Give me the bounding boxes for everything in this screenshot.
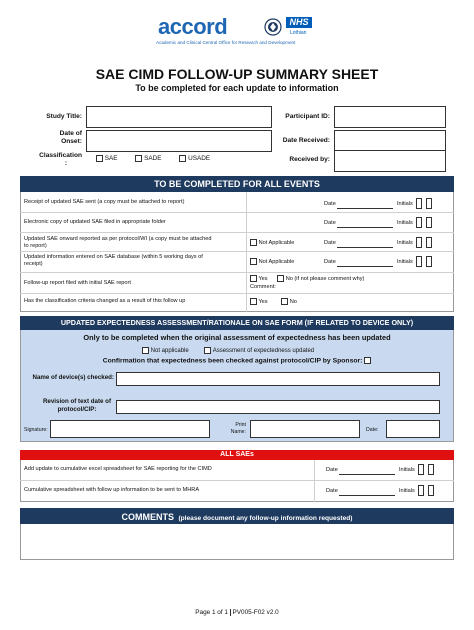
- event-row-4-checkbox-1[interactable]: [416, 256, 422, 267]
- expectedness-confirmation-checkbox[interactable]: [364, 357, 371, 364]
- footer-separator: [230, 609, 231, 616]
- event-row-2-checkbox-1[interactable]: [416, 217, 422, 228]
- event-row-divider-1: [20, 212, 454, 213]
- event-row-4-text: [24, 254, 203, 268]
- event-row-6-yes-label: Yes: [258, 298, 268, 305]
- event-row-6-no-label: No: [289, 298, 297, 305]
- event-row-3-date-label: Date: [324, 239, 336, 246]
- event-row-4-initials-label: Initials: [396, 258, 413, 265]
- event-row-6-yes-checkbox[interactable]: [250, 298, 257, 305]
- event-row-1-date-line[interactable]: [337, 208, 393, 209]
- signature-label: Signature:: [24, 427, 48, 433]
- usade-option-label: USADE: [188, 155, 211, 163]
- event-row-3-date-line[interactable]: [337, 247, 393, 248]
- sade-option-label: SADE: [144, 155, 162, 163]
- footer-code: PV005-F02 v2.0: [232, 609, 279, 617]
- device-names-label: Name of device(s) checked:: [32, 374, 114, 381]
- usade-checkbox[interactable]: [179, 155, 186, 162]
- event-row-4-date: [324, 256, 432, 267]
- participant-id-label: Participant ID:: [285, 113, 330, 120]
- event-row-5-text: Follow-up report filed with initial SAE report: [24, 280, 131, 286]
- event-row-6-text: Has the classification criteria changed as a result of this follow up: [24, 298, 186, 304]
- event-row-1-text: Receipt of updated SAE sent (a copy must be attached to report): [24, 199, 185, 205]
- revision-date-field[interactable]: [116, 400, 440, 414]
- event-row-4-checkbox-2[interactable]: [426, 256, 432, 267]
- sae-checkbox[interactable]: [96, 155, 103, 162]
- all-saes-column-divider: [314, 460, 315, 502]
- sade-checkbox[interactable]: [135, 155, 142, 162]
- print-name-label: [214, 422, 246, 436]
- accord-logo: [158, 16, 258, 38]
- comments-field[interactable]: [21, 524, 453, 559]
- all-saes-row-1-date-label: Date: [326, 466, 338, 473]
- all-saes-row-2-date: [326, 485, 434, 496]
- event-row-4-date-line[interactable]: [337, 266, 393, 267]
- print-name-label-1: Print: [235, 422, 246, 428]
- page-subtitle: To be completed for each update to information: [135, 83, 339, 93]
- event-row-3-initials-label: Initials: [396, 239, 413, 246]
- events-section-header: TO BE COMPLETED FOR ALL EVENTS: [20, 176, 454, 192]
- event-row-1-date: [324, 198, 432, 209]
- comments-header: [20, 508, 454, 524]
- event-row-6-options: [250, 298, 297, 305]
- expectedness-na-label: Not applicable: [150, 348, 189, 355]
- device-names-field[interactable]: [116, 372, 440, 386]
- event-row-1-date-label: Date: [324, 200, 336, 207]
- expectedness-intro: Only to be completed when the original assessment of expectedness has been updated: [83, 333, 391, 342]
- participant-id-field[interactable]: [334, 106, 446, 128]
- all-saes-row-divider: [20, 480, 454, 481]
- all-saes-row-1-date-line[interactable]: [339, 474, 395, 475]
- event-row-4-date-label: Date: [324, 258, 336, 265]
- event-row-2-checkbox-2[interactable]: [426, 217, 432, 228]
- event-row-5-options: [250, 275, 364, 291]
- all-saes-row-2-checkbox-1[interactable]: [418, 485, 424, 496]
- event-row-divider-5: [20, 293, 454, 294]
- event-row-3-na-label: Not Applicable: [258, 239, 295, 246]
- all-saes-row-2-checkbox-2[interactable]: [428, 485, 434, 496]
- date-of-onset-label-1: Date of: [59, 130, 82, 137]
- event-row-2-initials-label: Initials: [396, 219, 413, 226]
- footer: [0, 609, 474, 616]
- event-row-5-no-label: No (if not please comment why): [285, 276, 365, 282]
- expectedness-updated-label: Assessment of expectedness updated: [212, 348, 315, 355]
- accord-logo-text: accord: [158, 14, 228, 39]
- study-title-field[interactable]: [86, 106, 272, 128]
- expectedness-date-label: Date:: [366, 427, 379, 433]
- event-row-2-date-label: Date: [324, 219, 336, 226]
- event-row-4-na: [250, 258, 294, 265]
- classification-options: [96, 155, 210, 162]
- event-row-4-text-2: receipt): [24, 261, 43, 267]
- event-row-5-yes-checkbox[interactable]: [250, 275, 257, 282]
- expectedness-options: [142, 347, 314, 354]
- event-row-3-text-1: Updated SAE onward reported as per protocol/WI (a copy must be attached: [24, 236, 212, 242]
- date-received-field[interactable]: [334, 130, 446, 152]
- expectedness-confirmation: [20, 357, 454, 364]
- event-row-4-na-label: Not Applicable: [258, 258, 295, 265]
- event-row-2-text: Electronic copy of updated SAE filed in appropriate folder: [24, 219, 166, 225]
- event-row-divider-3: [20, 251, 454, 252]
- event-row-3-checkbox-2[interactable]: [426, 237, 432, 248]
- expectedness-na-checkbox[interactable]: [142, 347, 149, 354]
- all-saes-header: ALL SAEs: [20, 450, 454, 460]
- all-saes-row-1-date: [326, 464, 434, 475]
- classification-label-1: Classification: [39, 152, 82, 159]
- all-saes-row-1-checkbox-1[interactable]: [418, 464, 424, 475]
- revision-date-label-1: Revision of text date of: [42, 398, 112, 405]
- expectedness-section-header: UPDATED EXPECTEDNESS ASSESSMENT/RATIONALE ON SAE FORM (IF RELATED TO DEVICE ONLY): [20, 316, 454, 330]
- event-row-4-na-checkbox[interactable]: [250, 258, 257, 265]
- event-row-2-date-line[interactable]: [337, 227, 393, 228]
- expectedness-date-field[interactable]: [386, 420, 440, 438]
- received-by-field[interactable]: [334, 150, 446, 172]
- event-row-1-initials-label: Initials: [396, 200, 413, 207]
- all-saes-row-2-date-line[interactable]: [339, 495, 395, 496]
- accord-subtitle: Academic and Clinical Central Office for Research and Development: [156, 40, 296, 45]
- event-row-1-checkbox-1[interactable]: [416, 198, 422, 209]
- expectedness-updated-checkbox[interactable]: [204, 347, 211, 354]
- date-received-label: Date Received:: [282, 137, 330, 144]
- event-row-3-na: [250, 239, 294, 246]
- all-saes-row-1-checkbox-2[interactable]: [428, 464, 434, 475]
- event-row-3-date: [324, 237, 432, 248]
- event-row-1-checkbox-2[interactable]: [426, 198, 432, 209]
- event-row-3-na-checkbox[interactable]: [250, 239, 257, 246]
- nhs-logo-text: NHS: [289, 17, 309, 27]
- event-row-3-text-2: to report): [24, 243, 47, 249]
- sae-option-label: SAE: [104, 155, 118, 163]
- classification-label-2: :: [64, 160, 68, 167]
- event-row-4-text-1: Updated information entered on SAE database (within 5 working days of: [24, 254, 203, 260]
- nhs-logo: [286, 17, 312, 28]
- all-saes-row-2-text: Cumulative spreadsheet with follow up information to be sent to MHRA: [24, 487, 200, 493]
- signature-field[interactable]: [50, 420, 210, 438]
- comments-header-rest: (please document any follow-up information requested): [178, 515, 353, 522]
- received-by-label: Received by:: [289, 156, 330, 163]
- print-name-field[interactable]: [250, 420, 360, 438]
- event-row-3-text: [24, 236, 212, 250]
- events-column-divider: [246, 192, 247, 312]
- classification-label: [20, 152, 82, 168]
- event-row-2-date: [324, 217, 432, 228]
- revision-date-label: [20, 398, 114, 414]
- event-row-5-yes-label: Yes: [258, 276, 268, 282]
- date-of-onset-label: [20, 130, 82, 146]
- event-row-3-checkbox-1[interactable]: [416, 237, 422, 248]
- page-title: SAE CIMD FOLLOW-UP SUMMARY SHEET: [95, 66, 379, 82]
- event-row-divider-2: [20, 232, 454, 233]
- all-saes-row-1-initials-label: Initials: [398, 466, 415, 473]
- crest-icon: [264, 18, 282, 36]
- event-row-6-no-checkbox[interactable]: [281, 298, 288, 305]
- footer-page: Page 1 of 1: [195, 609, 228, 617]
- event-row-divider-4: [20, 272, 454, 273]
- date-of-onset-label-2: Onset:: [61, 138, 82, 145]
- study-title-label: Study Title:: [46, 113, 82, 120]
- all-saes-row-2-date-label: Date: [326, 487, 338, 494]
- revision-date-label-2: protocol/CIP:: [57, 406, 97, 413]
- print-name-label-2: Name:: [230, 429, 246, 435]
- date-of-onset-field[interactable]: [86, 130, 272, 152]
- expectedness-confirmation-text: Confirmation that expectedness been checked against protocol/CIP by Sponsor:: [102, 357, 363, 365]
- comments-header-bold: COMMENTS: [121, 512, 174, 522]
- all-saes-row-2-initials-label: Initials: [398, 487, 415, 494]
- nhs-lothian-text: Lothian: [290, 30, 307, 36]
- event-row-5-no-checkbox[interactable]: [277, 275, 284, 282]
- event-row-5-comment-label: Comment:: [250, 284, 276, 290]
- all-saes-row-1-text: Add update to cumulative excel spreadsheet for SAE reporting for the CIMD: [24, 466, 212, 472]
